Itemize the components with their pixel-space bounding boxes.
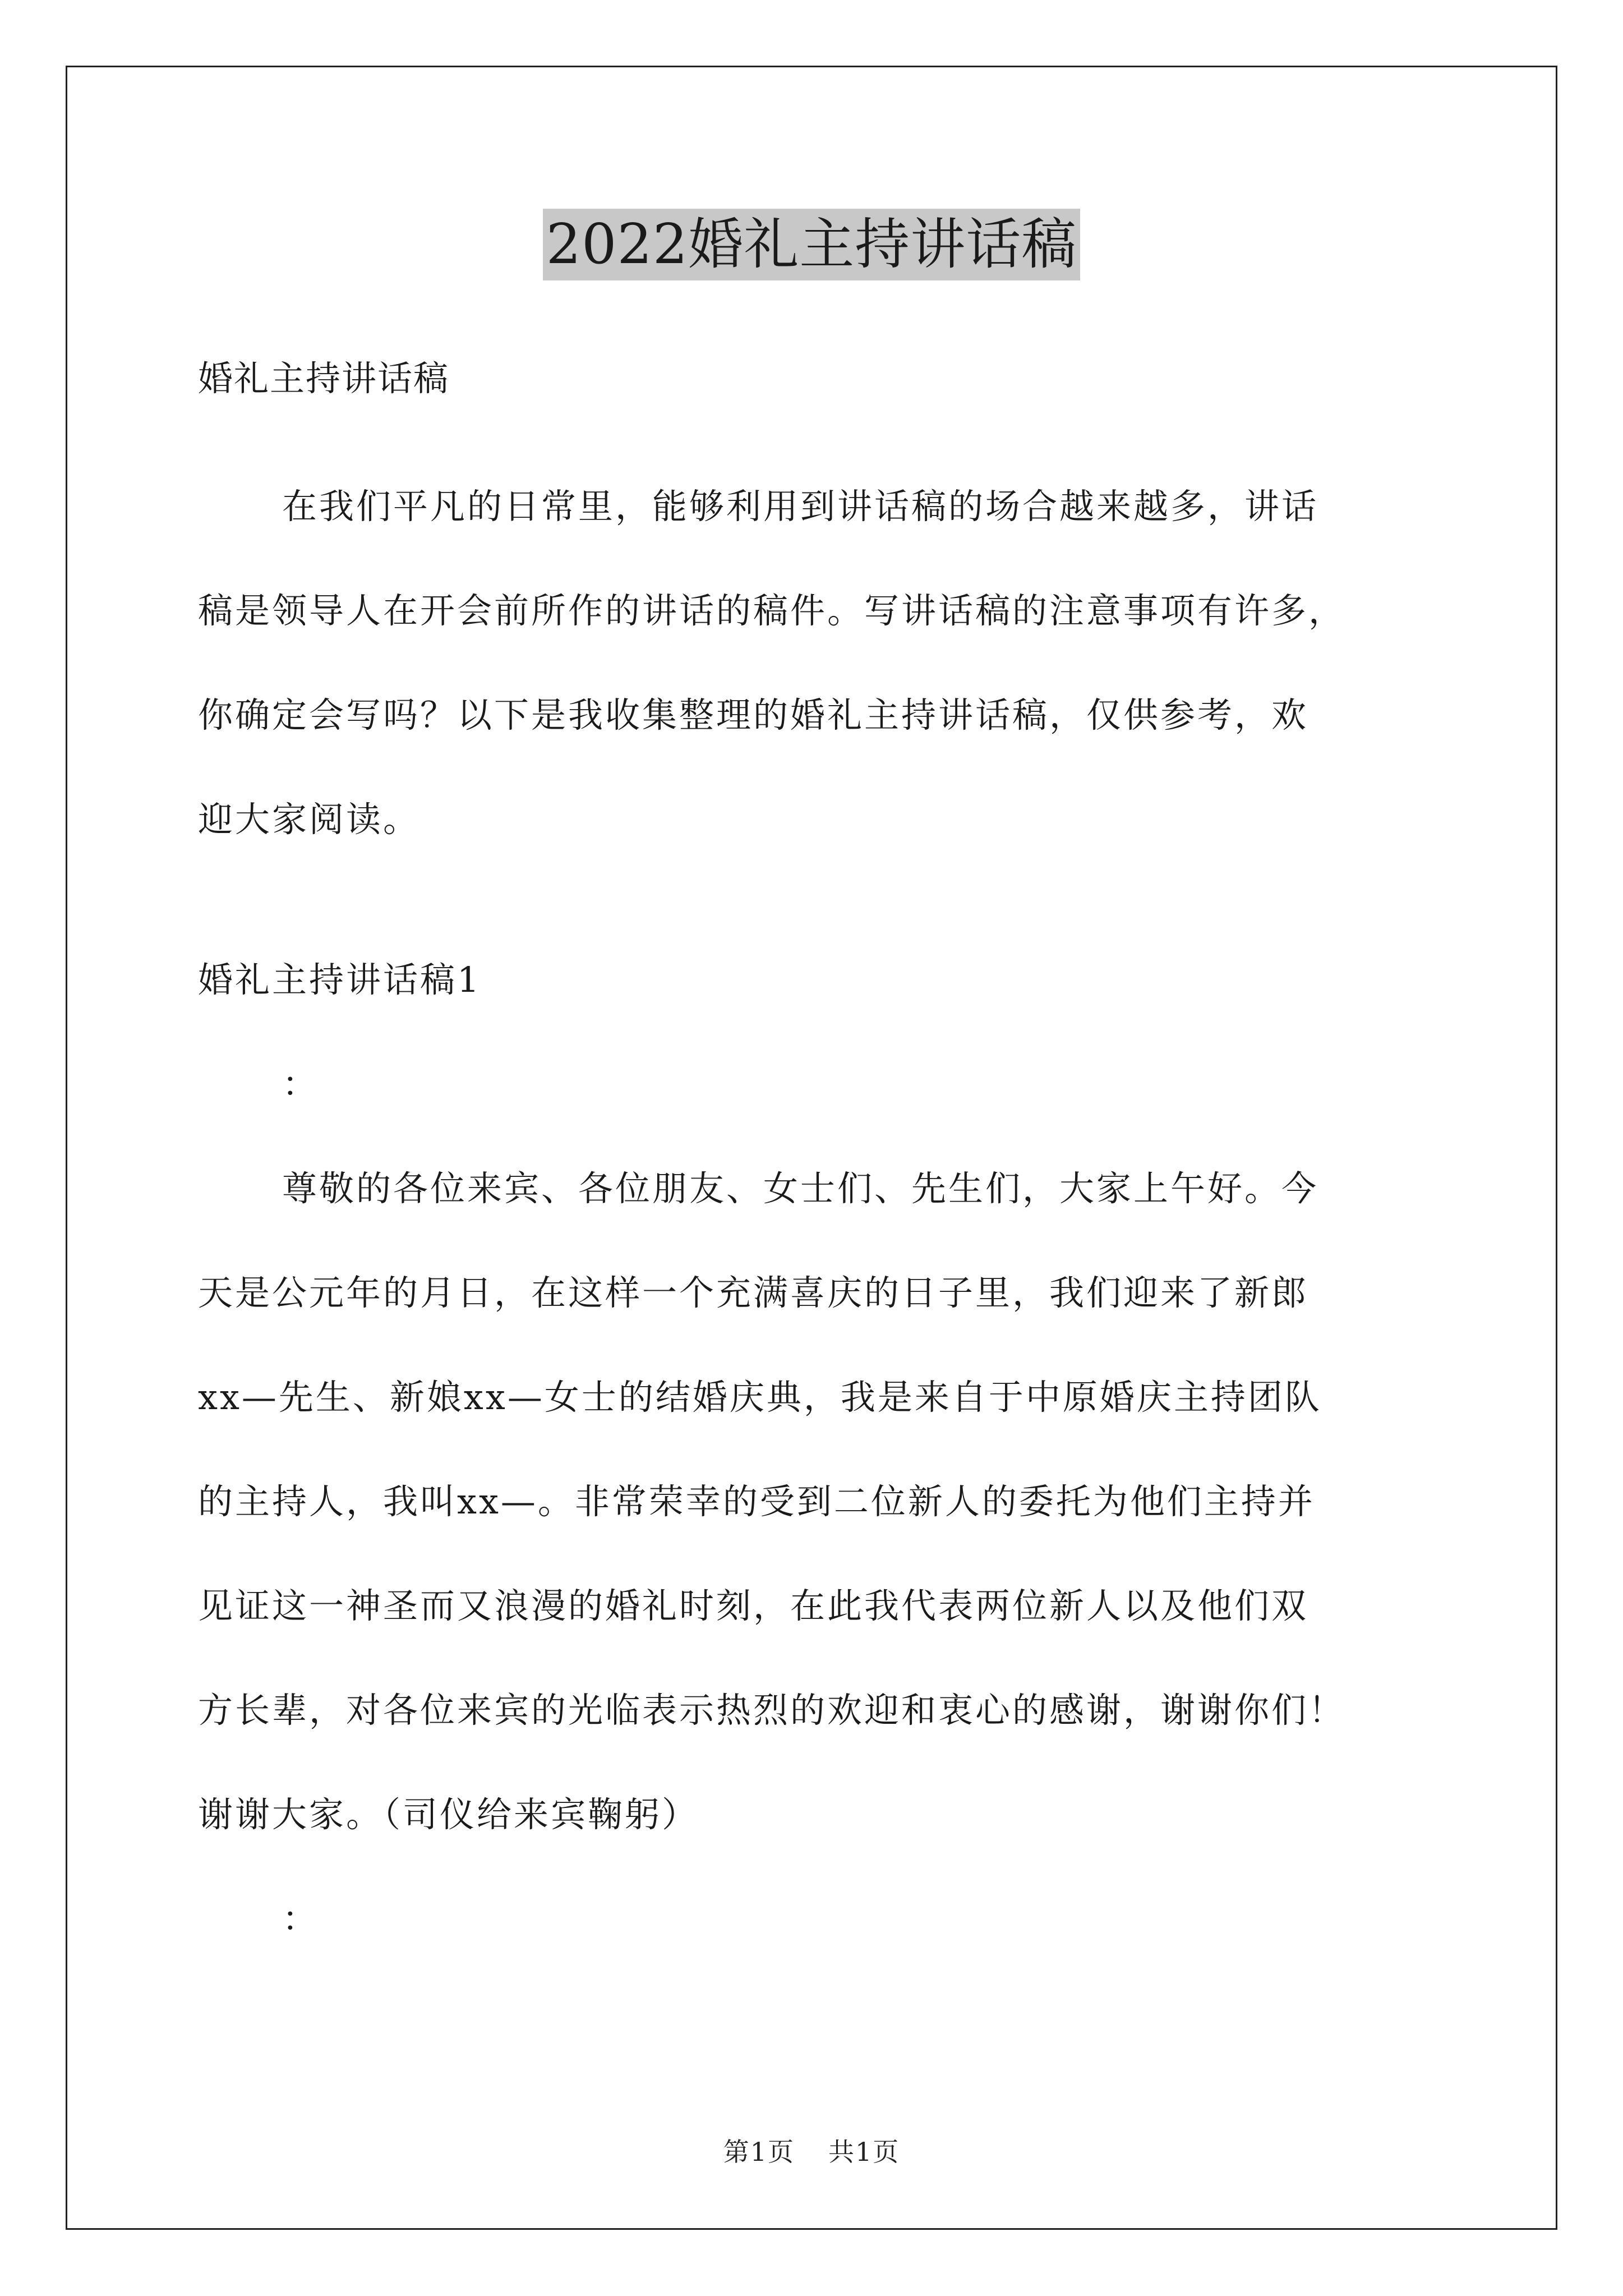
paragraph-line: 见证这一神圣而又浪漫的婚礼时刻，在此我代表两位新人以及他们双 [198, 1585, 1309, 1626]
page-footer [0, 2132, 1623, 2169]
paragraph-line: 迎大家阅读。 [198, 799, 421, 840]
paragraph-line: 稿是领导人在开会前所作的讲话的稿件。写讲话稿的注意事项有许多， [198, 590, 1346, 631]
paragraph-line: 的主持人，我叫xx—。非常荣幸的受到二位新人的委托为他们主持并 [198, 1481, 1315, 1522]
title-wrap [0, 209, 1623, 280]
page-number: 第1页 [723, 2137, 795, 2167]
paragraph-line: 尊敬的各位来宾、各位朋友、女士们、先生们，大家上午好。今 [282, 1168, 1319, 1209]
colon-line: ： [282, 1898, 320, 1939]
section-heading: 婚礼主持讲话稿1 [198, 959, 482, 1000]
colon-line: ： [282, 1064, 320, 1105]
page-total: 共1页 [828, 2137, 900, 2167]
paragraph-line: 谢谢大家。（司仪给来宾鞠躬） [198, 1794, 699, 1835]
paragraph-line: xx—先生、新娘xx—女士的结婚庆典，我是来自于中原婚庆主持团队 [198, 1377, 1322, 1418]
document-body [198, 348, 1432, 1971]
paragraph-line: 方长辈，对各位来宾的光临表示热烈的欢迎和衷心的感谢，谢谢你们！ [198, 1690, 1346, 1731]
intro-paragraph [198, 454, 1432, 872]
paragraph-line: 你确定会写吗？以下是我收集整理的婚礼主持讲话稿，仅供参考，欢 [198, 694, 1309, 735]
paragraph-line: 天是公元年的月日，在这样一个充满喜庆的日子里，我们迎来了新郎 [198, 1272, 1309, 1313]
body-paragraph [198, 1137, 1432, 1867]
document-title: 2022婚礼主持讲话稿 [543, 209, 1080, 280]
paragraph-line: 在我们平凡的日常里，能够利用到讲话稿的场合越来越多，讲话 [282, 486, 1319, 527]
main-heading: 婚礼主持讲话稿 [198, 358, 450, 399]
